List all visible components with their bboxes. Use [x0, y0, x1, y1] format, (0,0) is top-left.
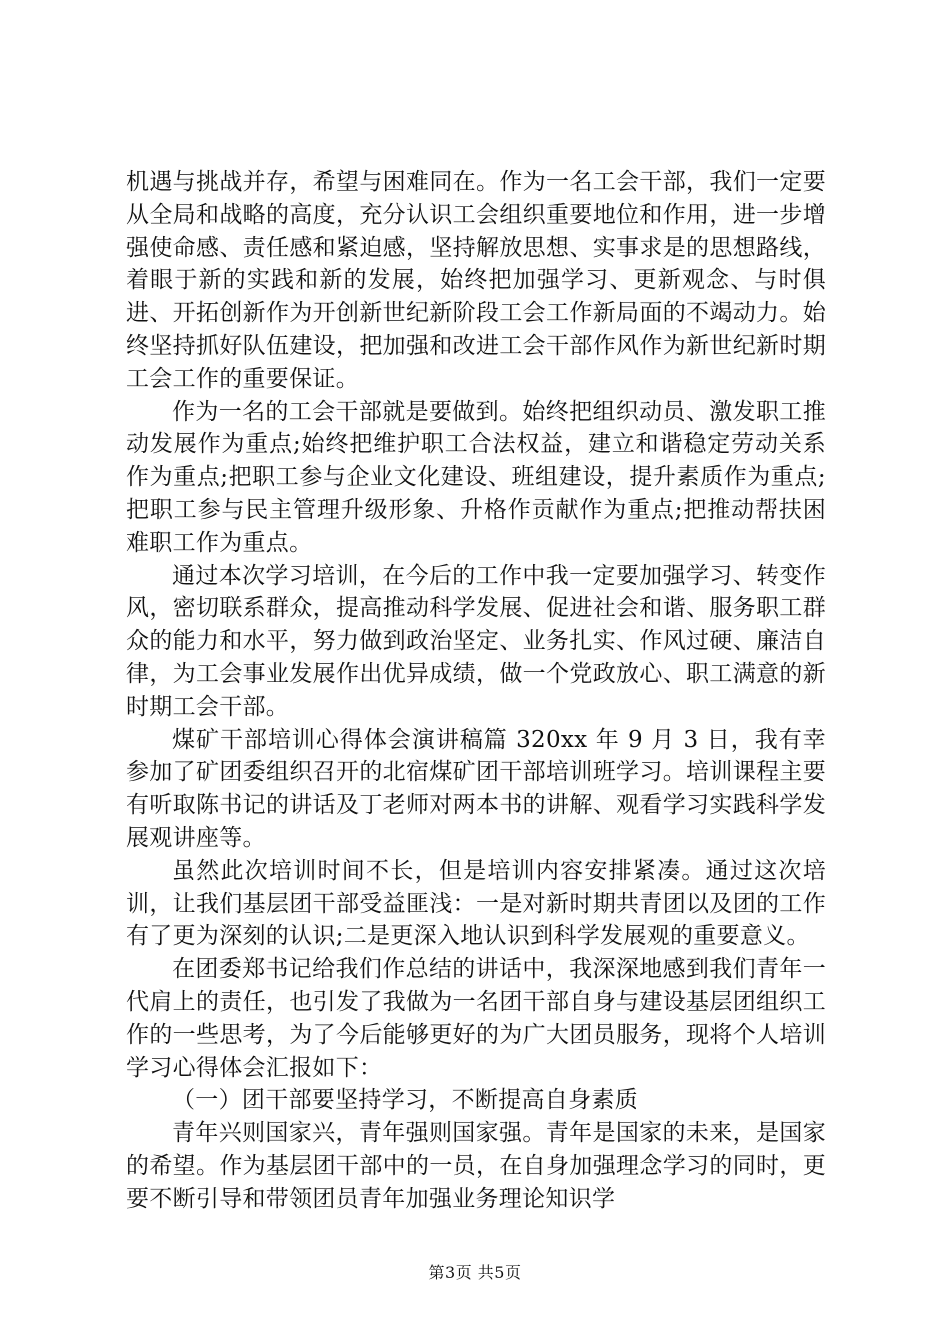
page-number-footer: 第3页 共5页 — [428, 1263, 522, 1282]
document-body — [126, 166, 826, 1216]
paragraph-1: 机遇与挑战并存，希望与困难同在。作为一名工会干部，我们一定要从全局和战略的高度，充分认识工会组织重要地位和作用，进一步增强使命感、责任感和紧迫感，坚持解放思想、实事求是的思想路线，着眼于新的实践和新的发展，始终把加强学习、更新观念、与时俱进、开拓创新作为开创新世纪新阶段工会工作新局面的不竭动力。始终坚持抓好队伍建设，把加强和改进工会干部作风作为新世纪新时期工会工作的重要保证。 — [126, 169, 826, 392]
paragraph-6: 在团委郑书记给我们作总结的讲话中，我深深地感到我们青年一代肩上的责任，也引发了我做为一名团干部自身与建设基层团组织工作的一些思考，为了今后能够更好的为广大团员服务，现将个人培训学习心得体会汇报如下： — [126, 956, 826, 1081]
paragraph-7: 青年兴则国家兴，青年强则国家强。青年是国家的未来，是国家的希望。作为基层团干部中的一员，在自身加强理念学习的同时，更要不断引导和带领团员青年加强业务理论知识学 — [126, 1120, 826, 1212]
paragraph-3: 通过本次学习培训，在今后的工作中我一定要加强学习、转变作风，密切联系群众，提高推动科学发展、促进社会和谐、服务职工群众的能力和水平，努力做到政治坚定、业务扎实、作风过硬、廉洁自律，为工会事业发展作出优异成绩，做一个党政放心、职工满意的新时期工会干部。 — [126, 562, 826, 720]
paragraph-4: 煤矿干部培训心得体会演讲稿篇 320xx 年 9 月 3 日，我有幸参加了矿团委组织召开的北宿煤矿团干部培训班学习。培训课程主要有听取陈书记的讲话及丁老师对两本书的讲解、观看学习实践科学发展观讲座等。 — [126, 726, 826, 851]
paragraph-2: 作为一名的工会干部就是要做到。始终把组织动员、激发职工推动发展作为重点;始终把维护职工合法权益，建立和谐稳定劳动关系作为重点;把职工参与企业文化建设、班组建设，提升素质作为重点;把职工参与民主管理升级形象、升格作贡献作为重点;把推动帮扶困难职工作为重点。 — [126, 398, 826, 556]
paragraph-5: 虽然此次培训时间不长，但是培训内容安排紧凑。通过这次培训，让我们基层团干部受益匪浅：一是对新时期共青团以及团的工作有了更为深刻的认识;二是更深入地认识到科学发展观的重要意义。 — [126, 857, 826, 950]
section-heading: （一）团干部要坚持学习，不断提高自身素质 — [172, 1087, 638, 1114]
